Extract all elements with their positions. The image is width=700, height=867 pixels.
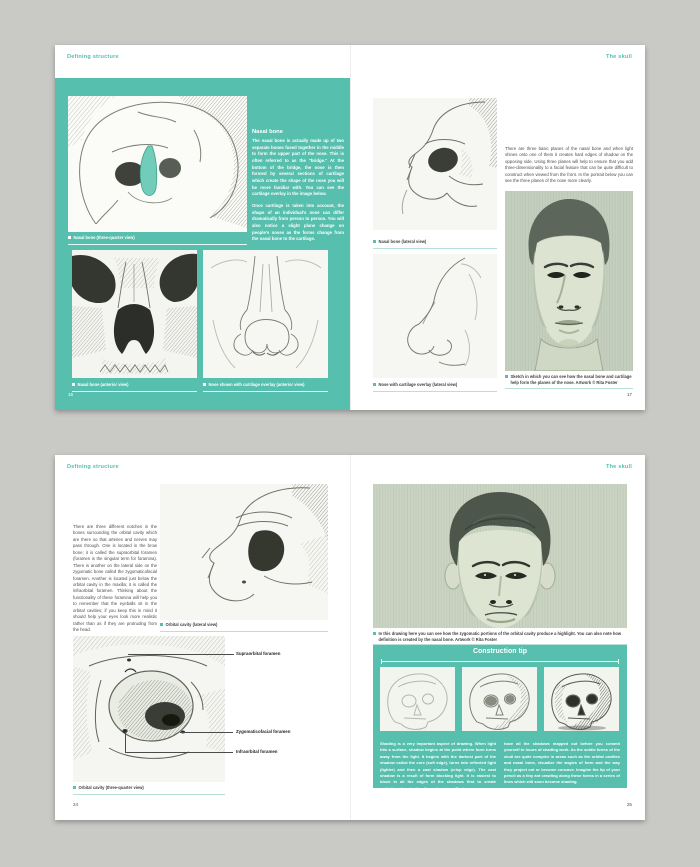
leader-line-zygomaticofacial (180, 732, 233, 733)
skull-stage2-midtone-image (462, 667, 537, 731)
label-zygomaticofacial-foramen: Zygomaticofacial foramen (236, 729, 291, 734)
leader-line-infraorbital-vertical (125, 732, 126, 753)
caption-text: Nasal bone (lateral view) (378, 239, 427, 244)
spread-nasal-bone (55, 45, 645, 410)
caption-square-icon (160, 623, 163, 626)
article-paragraph-1: The nasal bone is actually made up of two separate bones fused together in the middle to form the upper part of the nose. This is often referred to as the "bridge." At the bottom of the bridge, the nose is then formed by several sections of cartilage which create the shape of the nose you will be more familiar with. You can see the cartilage overlay in the image below. (252, 138, 344, 197)
caption-text: In this drawing here you can see how the zygomatic portions of the orbital cavity produce a highlight. You can also note how definition is created by the nasal bone. Artwork © Rita Foster (378, 631, 622, 642)
caption-text: Nose shown with cartilage overlay (anterior view) (208, 382, 305, 387)
skull-stage3-shaded-image (544, 667, 619, 731)
caption-text: Nose with cartilage overlay (lateral view) (378, 382, 458, 387)
label-supraorbital-foramen: Supraorbital foramen (236, 651, 281, 656)
construction-tip-title: Construction tip (472, 648, 528, 655)
leader-line-supraorbital (128, 654, 234, 655)
caption-text: Orbital cavity (three-quarter view) (78, 785, 144, 790)
nasal-bone-anterior-image (72, 250, 197, 378)
caption-img4 (373, 239, 497, 249)
nasal-bone-three-quarter-image (68, 96, 247, 232)
title-rule (381, 659, 619, 664)
spread-orbital-cavity (55, 455, 645, 820)
label-infraorbital-foramen: Infraorbital foramen (236, 749, 278, 754)
article-paragraph-2: Once cartilage is taken into account, the shape of an individual's nose can differ dramatically from person to person. You will also notice a slight plane change on people's noses as the forms change from the nasal bone to the cartilage. (252, 202, 344, 242)
tip-text-column-2: have all the shadows mapped out before you commit yourself to hours of shading work. As the subtle forms of the skull are quite complex in areas such as the orbital cavities and nasal bone, visualize the angles of form and the way they project out or become concave. Imagine the tip of your pencil as a tiny ant crawling along these forms in a series of lines which will soon become shading. (504, 741, 620, 785)
portrait-sketch-image (505, 191, 633, 371)
nasal-bone-article (252, 129, 344, 248)
caption-orbital-lateral (160, 622, 328, 632)
caption-square-icon (373, 383, 376, 386)
page-seam (350, 455, 351, 820)
caption-square-icon (72, 383, 75, 386)
caption-img3 (203, 382, 328, 392)
orbital-cavity-lateral-image (160, 484, 328, 620)
caption-img2 (72, 382, 197, 392)
caption-text: Nasal bone (anterior view) (77, 382, 129, 387)
caption-portrait (373, 631, 627, 645)
running-header-right: The skull (605, 464, 632, 470)
planes-paragraph: There are three basic planes of the nasal bone and when light shines onto one of them it creates hard edges of shadow on the opposing side. Using three planes will help to ensure that you add three-dimensionality to a facial feature that can be quite difficult to construct when viewed from the front. In the portrait below you can see the three planes of the nose more clearly. (505, 146, 633, 184)
leader-line-infraorbital (125, 752, 233, 753)
orbital-cavity-three-quarter-image (73, 636, 225, 782)
construction-tip-box (373, 645, 627, 791)
caption-square-icon (203, 383, 206, 386)
caption-text: Sketch in which you can see how the nasal bone and cartilage help form the planes of the nose. Artwork © Rita Foster (510, 374, 632, 385)
portrait-drawing-image (373, 484, 627, 628)
foramina-paragraph: There are three different notches in the bones surrounding the orbital cavity which are there so that arteries and nerves may pass through. One is located in the brow bone; it is called the supraorbital foramen (foramen is the singular term for foramina). There is another on the lateral side on the zygomatic bone called the zygomaticofacial foramen. Another is located just below the orbital cavity in the maxilla; it is called the infraorbital foramen. Thinking about the functionality of these foramina will help you to remember that the eyeballs sit in the orbital cavities; if you keep this in mind it should help your eyes look more realistic rather than as if they are protruding from the head. (73, 524, 157, 632)
caption-orbital-three-quarter (73, 785, 225, 795)
nose-cartilage-anterior-image (203, 250, 328, 378)
caption-img5 (373, 382, 497, 392)
skull-stage1-outline-image (380, 667, 455, 731)
running-header-right: The skull (605, 54, 632, 60)
running-header-left: Defining structure (67, 464, 119, 470)
caption-square-icon (68, 236, 71, 239)
page-number-right: 25 (626, 802, 632, 807)
caption-square-icon (373, 240, 376, 243)
page-number-left: 16 (68, 392, 74, 397)
running-header-left: Defining structure (67, 54, 119, 60)
caption-square-icon (373, 632, 376, 635)
caption-img1 (68, 235, 247, 245)
caption-portrait (505, 374, 633, 389)
caption-text: Orbital cavity (lateral view) (165, 622, 218, 627)
caption-square-icon (73, 786, 76, 789)
tip-text-column-1: Shading is a very important aspect of drawing. When light hits a surface, shadow begins at the point where form turns away from the light. It begins with the darkest part of the shadow called the core (soft edge), turns into reflected light (lighter) and then a cast shadow (crisp edge). The cast shadow is a result of form blocking light. It is easiest to block in all the edges of the shadows first to create guidelines for shading the entire piece. That way you (380, 741, 496, 791)
page-number-right: 17 (626, 392, 632, 397)
nasal-bone-lateral-image (373, 98, 497, 230)
article-heading: Nasal bone (252, 129, 283, 135)
caption-text: Nasal bone (three-quarter view) (73, 235, 135, 240)
page-seam (350, 45, 351, 410)
page-number-left: 24 (73, 802, 79, 807)
caption-square-icon (505, 375, 508, 378)
nose-cartilage-lateral-image (373, 254, 497, 378)
